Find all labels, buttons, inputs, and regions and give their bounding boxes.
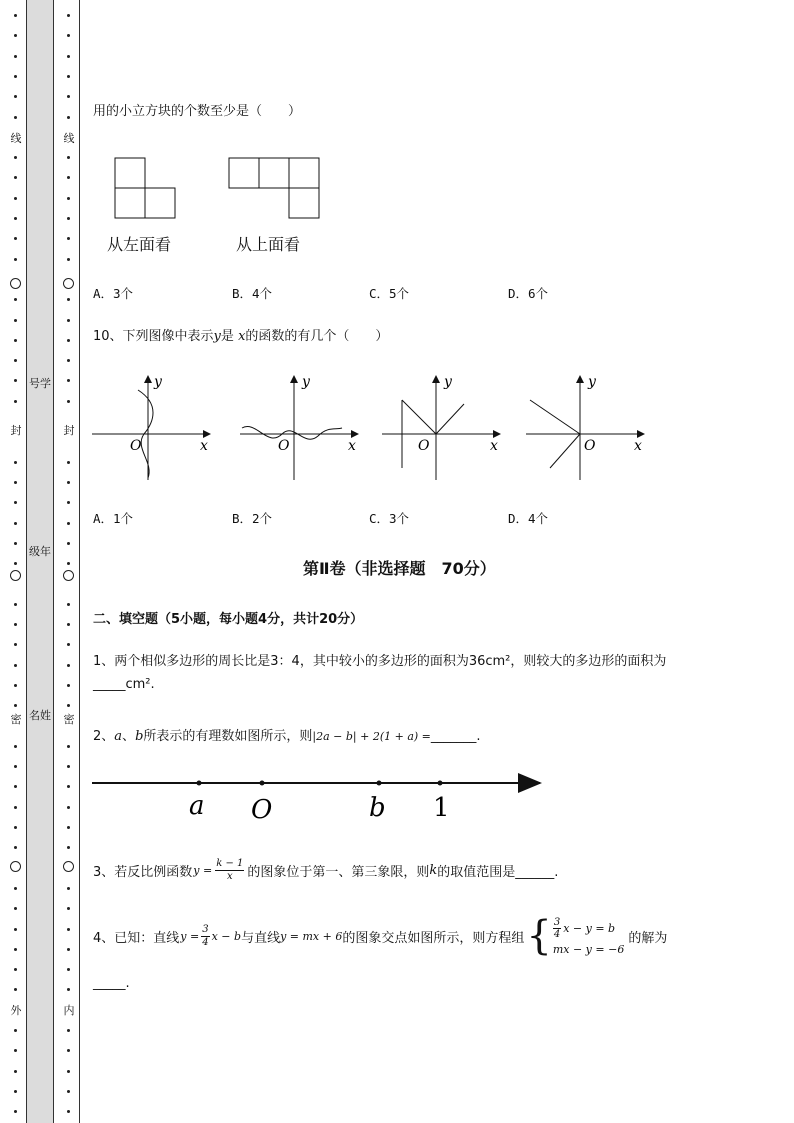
inner-gutter-dot bbox=[67, 461, 70, 464]
outer-gutter-dot bbox=[14, 785, 17, 788]
outer-gutter-dot bbox=[14, 237, 17, 240]
outer-gutter-dot bbox=[14, 1049, 17, 1052]
inner-gutter-dot bbox=[67, 968, 70, 971]
svg-text:O: O bbox=[278, 438, 290, 454]
inner-gutter-dot bbox=[67, 704, 70, 707]
inner-gutter-dot bbox=[67, 75, 70, 78]
outer-gutter-dot bbox=[14, 156, 17, 159]
inner-gutter-dot bbox=[67, 95, 70, 98]
outer-gutter-dot bbox=[14, 522, 17, 525]
outer-gutter-dot bbox=[14, 1070, 17, 1073]
outer-gutter-dot bbox=[14, 55, 17, 58]
inner-gutter-dot bbox=[67, 745, 70, 748]
q10-option-a[interactable]: A．1个 bbox=[93, 511, 134, 526]
field-name: 名姓 bbox=[29, 709, 51, 722]
inner-gutter-dot bbox=[67, 339, 70, 342]
fill-2-stem: 2、a、b所表示的有理数如图所示，则|2a − b| + 2(1 + a) =_______. bbox=[93, 729, 481, 744]
q9-view-left bbox=[113, 156, 179, 220]
outer-gutter-dot bbox=[14, 176, 17, 179]
svg-text:x: x bbox=[490, 438, 498, 454]
outer-gutter-circle bbox=[10, 278, 21, 289]
inner-gutter-dot bbox=[67, 197, 70, 200]
binding-line bbox=[79, 0, 80, 1123]
inner-gutter-dot bbox=[67, 785, 70, 788]
outer-gutter-dot bbox=[14, 562, 17, 565]
fill-4-blank: _____. bbox=[93, 976, 130, 991]
outer-gutter-dot bbox=[14, 339, 17, 342]
inner-gutter-dot bbox=[67, 237, 70, 240]
inner-gutter-dot bbox=[67, 1029, 70, 1032]
student-info-strip bbox=[26, 0, 54, 1123]
inner-gutter-dot bbox=[67, 1110, 70, 1113]
outer-gutter-dot bbox=[14, 75, 17, 78]
outer-gutter-dot bbox=[14, 95, 17, 98]
inner-gutter-dot bbox=[67, 156, 70, 159]
inner-gutter-dot bbox=[67, 298, 70, 301]
fill-2-number-line bbox=[92, 770, 548, 830]
outer-dotted-gutter bbox=[5, 0, 27, 1123]
outer-gutter-dot bbox=[14, 887, 17, 890]
inner-gutter-dot bbox=[67, 684, 70, 687]
inner-gutter-dot bbox=[67, 34, 70, 37]
q10-stem: 10、下列图像中表示y是 x的函数的有几个（ ） bbox=[93, 329, 389, 344]
outer-gutter-dot bbox=[14, 806, 17, 809]
outer-gutter-circle bbox=[10, 570, 21, 581]
fill-4-system: { $\frac{3}{4}$ x − y = b mx − y = −6 bbox=[526, 913, 625, 959]
outer-gutter-dot bbox=[14, 14, 17, 17]
svg-text:x: x bbox=[348, 438, 356, 454]
inner-gutter-dot bbox=[67, 664, 70, 667]
inner-gutter-dot bbox=[67, 116, 70, 119]
outer-gutter-dot bbox=[14, 501, 17, 504]
outer-gutter-dot bbox=[14, 988, 17, 991]
svg-text:y: y bbox=[588, 374, 596, 390]
numberline-label-b: b bbox=[369, 793, 386, 823]
outer-gutter-dot bbox=[14, 704, 17, 707]
outer-gutter-mark: 密 bbox=[10, 713, 22, 726]
q9-stem: 用的小立方块的个数至少是（ ） bbox=[93, 104, 302, 119]
outer-gutter-dot bbox=[14, 34, 17, 37]
outer-gutter-circle bbox=[10, 861, 21, 872]
outer-gutter-mark: 线 bbox=[10, 132, 22, 145]
inner-gutter-dot bbox=[67, 562, 70, 565]
inner-gutter-dot bbox=[67, 55, 70, 58]
q9-view-top bbox=[227, 156, 323, 220]
inner-gutter-dot bbox=[67, 907, 70, 910]
inner-gutter-circle bbox=[63, 570, 74, 581]
inner-gutter-dot bbox=[67, 14, 70, 17]
outer-gutter-dot bbox=[14, 603, 17, 606]
outer-gutter-dot bbox=[14, 461, 17, 464]
svg-text:O: O bbox=[584, 438, 596, 454]
outer-gutter-dot bbox=[14, 765, 17, 768]
outer-gutter-dot bbox=[14, 481, 17, 484]
outer-gutter-dot bbox=[14, 1090, 17, 1093]
q10-graph-1 bbox=[90, 370, 220, 482]
outer-gutter-mark: 封 bbox=[10, 424, 22, 437]
field-student-id: 号学 bbox=[29, 377, 51, 390]
numberline-label-a: a bbox=[189, 791, 205, 821]
inner-gutter-dot bbox=[67, 481, 70, 484]
outer-gutter-dot bbox=[14, 400, 17, 403]
q10-graph-4 bbox=[524, 370, 654, 482]
svg-text:y: y bbox=[302, 374, 310, 390]
outer-gutter-dot bbox=[14, 542, 17, 545]
outer-gutter-dot bbox=[14, 907, 17, 910]
inner-gutter-dot bbox=[67, 988, 70, 991]
outer-gutter-dot bbox=[14, 1029, 17, 1032]
outer-gutter-dot bbox=[14, 116, 17, 119]
outer-gutter-dot bbox=[14, 664, 17, 667]
outer-gutter-dot bbox=[14, 684, 17, 687]
inner-gutter-circle bbox=[63, 278, 74, 289]
inner-gutter-dot bbox=[67, 542, 70, 545]
outer-gutter-dot bbox=[14, 948, 17, 951]
inner-gutter-dot bbox=[67, 887, 70, 890]
outer-gutter-dot bbox=[14, 217, 17, 220]
outer-gutter-dot bbox=[14, 319, 17, 322]
inner-gutter-dot bbox=[67, 1070, 70, 1073]
fill-in-heading: 二、填空题（5小题，每小题4分，共计20分） bbox=[93, 612, 364, 627]
inner-gutter-dot bbox=[67, 522, 70, 525]
svg-text:O: O bbox=[418, 438, 430, 454]
inner-gutter-mark: 线 bbox=[63, 132, 75, 145]
outer-gutter-dot bbox=[14, 379, 17, 382]
outer-gutter-dot bbox=[14, 258, 17, 261]
inner-gutter-dot bbox=[67, 603, 70, 606]
fill-1-line-1: 1、两个相似多边形的周长比是3：4，其中较小的多边形的面积为36cm²，则较大的多边形的面积为 bbox=[93, 654, 667, 669]
fill-3-fraction: $\frac{k - 1}{x}$ bbox=[216, 857, 244, 882]
q9-option-c[interactable]: C．5个 bbox=[369, 286, 410, 301]
q9-caption-top: 从上面看 bbox=[236, 235, 301, 254]
inner-gutter-dot bbox=[67, 765, 70, 768]
inner-gutter-mark: 内 bbox=[63, 1004, 75, 1017]
outer-gutter-dot bbox=[14, 968, 17, 971]
inner-gutter-dot bbox=[67, 400, 70, 403]
inner-gutter-dot bbox=[67, 846, 70, 849]
fill-1-line-2: _____cm². bbox=[93, 677, 155, 692]
outer-gutter-mark: 外 bbox=[10, 1004, 22, 1017]
field-grade: 级年 bbox=[29, 545, 51, 558]
inner-gutter-dot bbox=[67, 258, 70, 261]
inner-gutter-mark: 封 bbox=[63, 424, 75, 437]
inner-gutter-dot bbox=[67, 176, 70, 179]
outer-gutter-dot bbox=[14, 928, 17, 931]
q9-caption-left: 从左面看 bbox=[107, 235, 172, 254]
q9-option-a[interactable]: A．3个 bbox=[93, 286, 134, 301]
q9-option-d[interactable]: D．6个 bbox=[508, 286, 549, 301]
fill-4-fraction: $\frac{3}{4}$ bbox=[202, 923, 209, 948]
inner-gutter-mark: 密 bbox=[63, 713, 75, 726]
inner-gutter-dot bbox=[67, 806, 70, 809]
inner-gutter-dot bbox=[67, 501, 70, 504]
inner-gutter-dot bbox=[67, 1049, 70, 1052]
inner-gutter-dot bbox=[67, 623, 70, 626]
outer-gutter-dot bbox=[14, 197, 17, 200]
outer-gutter-dot bbox=[14, 643, 17, 646]
inner-gutter-dot bbox=[67, 1090, 70, 1093]
outer-gutter-dot bbox=[14, 623, 17, 626]
outer-gutter-dot bbox=[14, 1110, 17, 1113]
q10-option-b[interactable]: B．2个 bbox=[232, 511, 273, 526]
q10-option-d[interactable]: D．4个 bbox=[508, 511, 549, 526]
inner-gutter-dot bbox=[67, 217, 70, 220]
q10-graph-2 bbox=[238, 370, 368, 482]
q10-option-c[interactable]: C．3个 bbox=[369, 511, 410, 526]
inner-gutter-dot bbox=[67, 319, 70, 322]
inner-gutter-circle bbox=[63, 861, 74, 872]
fill-4-stem: 4、已知：直线 y = $\frac{3}{4}$ x − b 与直线 y = mx + 6 的图象交点如图所示，则方程组 { $\frac{3}{4}$ x − y = b mx − y = −6 的解为 bbox=[93, 913, 668, 959]
q9-option-b[interactable]: B．4个 bbox=[232, 286, 273, 301]
section-2-title: 第Ⅱ卷（非选择题 70分） bbox=[303, 559, 496, 578]
svg-text:x: x bbox=[634, 438, 642, 454]
inner-gutter-dot bbox=[67, 948, 70, 951]
svg-text:O: O bbox=[130, 438, 142, 454]
inner-gutter-dot bbox=[67, 928, 70, 931]
svg-text:x: x bbox=[200, 438, 208, 454]
svg-text:y: y bbox=[444, 374, 452, 390]
inner-gutter-dot bbox=[67, 379, 70, 382]
outer-gutter-dot bbox=[14, 745, 17, 748]
svg-text:y: y bbox=[154, 374, 162, 390]
inner-gutter-dot bbox=[67, 359, 70, 362]
inner-gutter-dot bbox=[67, 643, 70, 646]
numberline-label-1: 1 bbox=[433, 793, 450, 823]
q10-graph-3 bbox=[380, 370, 510, 482]
outer-gutter-dot bbox=[14, 846, 17, 849]
numberline-label-o: O bbox=[251, 795, 273, 825]
outer-gutter-dot bbox=[14, 826, 17, 829]
fill-3-stem: 3、若反比例函数 y = $\frac{k - 1}{x}$ 的图象位于第一、第三象限，则 k 的取值范围是______. bbox=[93, 857, 559, 882]
outer-gutter-dot bbox=[14, 298, 17, 301]
inner-dotted-gutter bbox=[58, 0, 80, 1123]
inner-gutter-dot bbox=[67, 826, 70, 829]
outer-gutter-dot bbox=[14, 359, 17, 362]
